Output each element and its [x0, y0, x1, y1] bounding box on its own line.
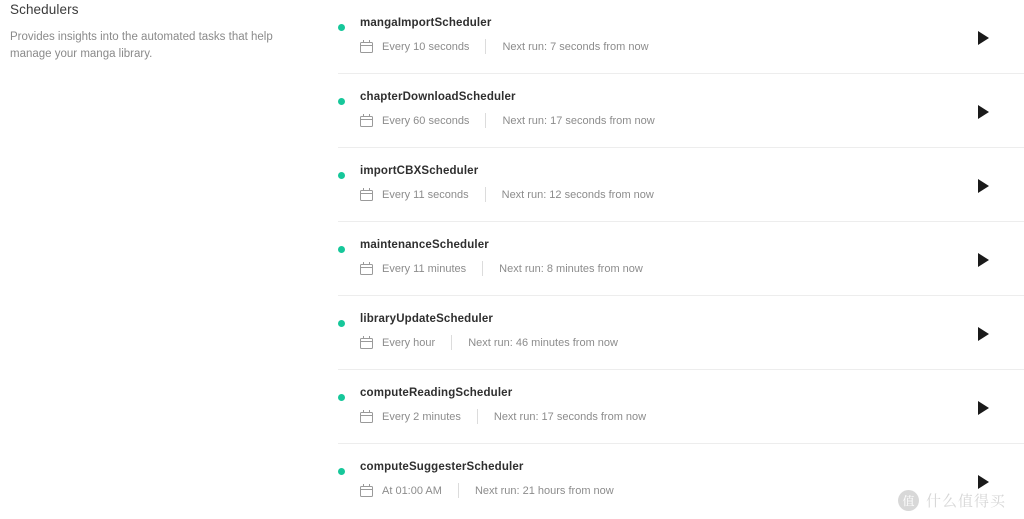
watermark-badge: 值 [898, 490, 919, 511]
scheduler-next-run: Next run: 7 seconds from now [502, 40, 649, 53]
page-title: Schedulers [10, 2, 79, 17]
list-item [338, 148, 1024, 222]
play-icon [978, 327, 989, 341]
scheduler-next-run: Next run: 17 seconds from now [502, 114, 655, 127]
schedulers-info-column [0, 0, 330, 63]
scheduler-next-run: Next run: 21 hours from now [474, 484, 614, 497]
play-icon [978, 475, 989, 489]
status-dot-icon [338, 24, 345, 31]
scheduler-meta [360, 39, 968, 54]
status-badge [338, 17, 360, 31]
scheduler-name: libraryUpdateScheduler [360, 313, 494, 325]
meta-divider [485, 113, 486, 128]
status-dot-icon [338, 98, 345, 105]
scheduler-interval: Every 11 seconds [382, 188, 469, 201]
meta-divider [485, 187, 486, 202]
scheduler-details [360, 91, 968, 128]
scheduler-name: computeReadingScheduler [360, 387, 513, 399]
play-icon [978, 253, 989, 267]
meta-divider [477, 409, 478, 424]
scheduler-interval: Every hour [382, 336, 436, 349]
scheduler-name: chapterDownloadScheduler [360, 91, 516, 103]
status-badge [338, 313, 360, 327]
scheduler-details [360, 17, 968, 54]
scheduler-interval: Every 10 seconds [382, 40, 470, 53]
run-scheduler-button[interactable] [968, 319, 998, 349]
meta-divider [451, 335, 452, 350]
list-item [338, 444, 1024, 518]
scheduler-next-run: Next run: 12 seconds from now [501, 188, 654, 201]
meta-divider [485, 39, 486, 54]
scheduler-interval: Every 60 seconds [382, 114, 470, 127]
list-item [338, 74, 1024, 148]
scheduler-name: computeSuggesterScheduler [360, 461, 524, 473]
scheduler-meta [360, 335, 968, 350]
play-icon [978, 401, 989, 415]
scheduler-details [360, 313, 968, 350]
play-icon [978, 105, 989, 119]
calendar-icon [360, 410, 373, 423]
scheduler-meta [360, 187, 968, 202]
play-icon [978, 179, 989, 193]
status-dot-icon [338, 468, 345, 475]
run-scheduler-button[interactable] [968, 393, 998, 423]
scheduler-details [360, 387, 968, 424]
status-badge [338, 387, 360, 401]
list-item [338, 222, 1024, 296]
scheduler-name: mangaImportScheduler [360, 17, 492, 29]
status-badge [338, 165, 360, 179]
scheduler-next-run: Next run: 17 seconds from now [493, 410, 647, 423]
run-scheduler-button[interactable] [968, 467, 998, 497]
list-item [338, 296, 1024, 370]
run-scheduler-button[interactable] [968, 245, 998, 275]
scheduler-details [360, 461, 968, 498]
calendar-icon [360, 40, 373, 53]
calendar-icon [360, 484, 373, 497]
scheduler-next-run: Next run: 8 minutes from now [499, 262, 643, 275]
scheduler-meta [360, 483, 968, 498]
status-badge [338, 461, 360, 475]
scheduler-name: importCBXScheduler [360, 165, 479, 177]
meta-divider [482, 261, 483, 276]
calendar-icon [360, 114, 373, 127]
scheduler-next-run: Next run: 46 minutes from now [468, 336, 618, 349]
scheduler-details [360, 239, 968, 276]
scheduler-list [338, 0, 1024, 519]
calendar-icon [360, 336, 373, 349]
status-badge [338, 91, 360, 105]
status-dot-icon [338, 394, 345, 401]
run-scheduler-button[interactable] [968, 23, 998, 53]
status-dot-icon [338, 172, 345, 179]
run-scheduler-button[interactable] [968, 171, 998, 201]
status-dot-icon [338, 246, 345, 253]
calendar-icon [360, 188, 373, 201]
scheduler-interval: Every 2 minutes [382, 410, 461, 423]
scheduler-name: maintenanceScheduler [360, 239, 489, 251]
scheduler-interval: Every 11 minutes [382, 262, 467, 275]
calendar-icon [360, 262, 373, 275]
play-icon [978, 31, 989, 45]
scheduler-details [360, 165, 968, 202]
run-scheduler-button[interactable] [968, 97, 998, 127]
status-badge [338, 239, 360, 253]
scheduler-interval: At 01:00 AM [382, 484, 442, 497]
scheduler-meta [360, 261, 968, 276]
scheduler-meta [360, 113, 968, 128]
meta-divider [458, 483, 459, 498]
list-item [338, 370, 1024, 444]
scheduler-meta [360, 409, 968, 424]
watermark-text: 什么值得买 [925, 493, 1006, 510]
page-description: Provides insights into the automated tasks that help manage your manga library. [10, 31, 273, 60]
list-item [338, 0, 1024, 74]
status-dot-icon [338, 320, 345, 327]
